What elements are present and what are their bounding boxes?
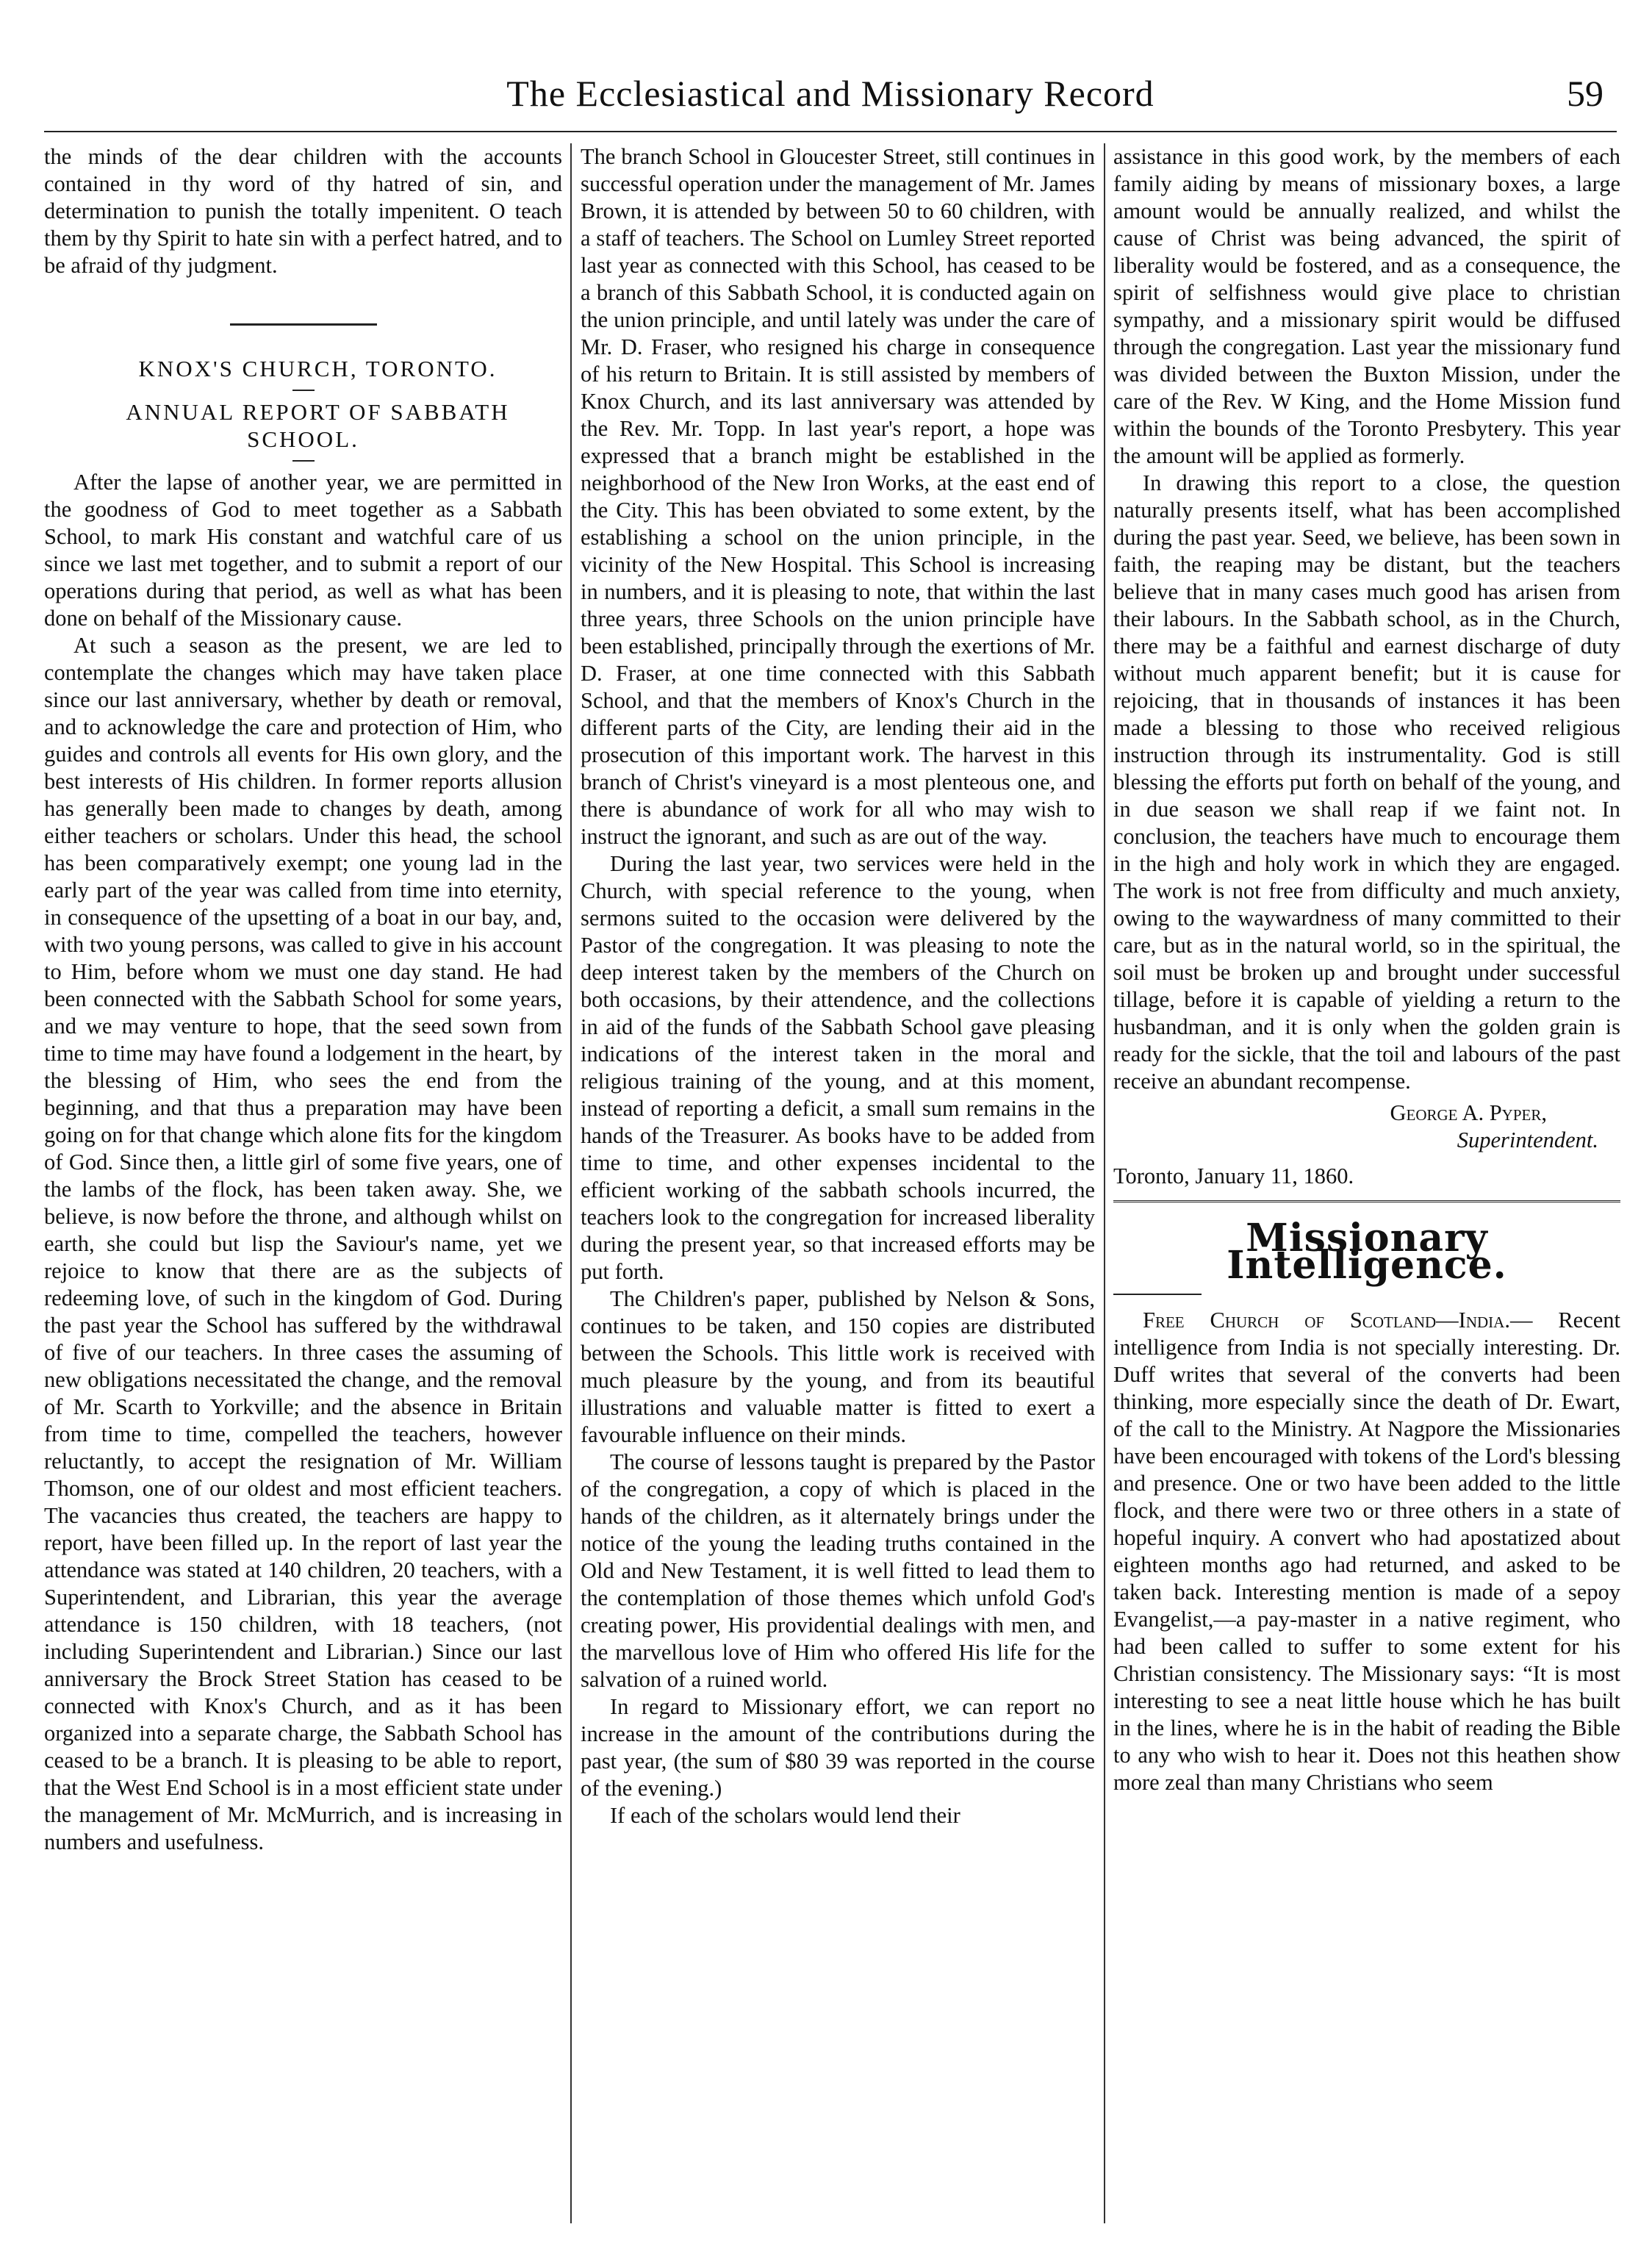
- paragraph: At such a season as the present, we are led to contemplate the changes which may have taken place since our last anniversary, whether by death or removal, and to acknowledge the care and protection of Him, who guides and controls all events for His own glory, and the best interests of His children. In former reports allusion has generally been made to changes by death, among either teachers or scholars. Under this head, the school has been comparatively exempt; one young lad in the early part of the year was called from time into eternity, in consequence of the upsetting of a boat in our bay, and, with two young persons, was called to give in his account to Him, before whom we must one day stand. He had been connected with the Sabbath School for some years, and we may venture to hope, that the seed sown from time to time may have found a lodgement in the heart, by the blessing of Him, who sees the end from the beginning, and that thus a preparation may have been going on for that change which alone fits for the kingdom of God. Since then, a little girl of some five years, one of the lambs of the flock, has been taken away. She, we believe, is now before the throne, and although whilst on earth, she could but lisp the Saviour's name, yet we rejoice to know that there are as the subjects of redeeming love, of such in the kingdom of God. During the past year the School has suffered by the withdrawal of five of our teachers. In three cases the assuming of new obligations necessitated the change, and the removal of Mr. Scarth to Yorkville; and the absence in Britain from time to time, compelled the teachers, however reluctantly, to accept the resignation of Mr. William Thomson, one of our oldest and most efficient teachers. The vacancies thus created, the teachers are happy to report, have been filled up. In the report of last year the attendance was stated at 140 children, 20 teachers, with a Superintendent, and Librarian, this year the average attendance is 150 children, with 18 teachers, (not including Superintendent and Librarian.) Since our last anniversary the Brock Street Station has ceased to be connected with Knox's Church, and as it has been organized into a separate charge, the Sabbath School has ceased to be a branch. It is pleasing to be able to report, that the West End School is in a most efficient state under the management of Mr. McMurrich, and is increasing in numbers and usefulness.: [44, 633, 562, 1854]
- church-heading: KNOX'S CHURCH, TORONTO.: [138, 356, 498, 381]
- running-title: The Ecclesiastical and Missionary Record: [506, 73, 1154, 114]
- paragraph: During the last year, two services were held in the Church, with special reference to the young, when sermons suited to the occasion were delivered by the Pastor of the congregation. It was pleasing to note the deep interest taken by the members of the Church on both occasions, by their attendence, and the collections in aid of the funds of the Sabbath School gave pleasing indications of the interest taken in the moral and religious training of the young, and at this moment, instead of reporting a deficit, a small sum remains in the hands of the Treasurer. As books have to be added from time to time, and other expenses incidental to the efficient working of the sabbath schools incurred, the teachers look to the congregation for increased liberality during the present year, so that increased efforts may be put forth.: [581, 851, 1095, 1284]
- paragraph: The branch School in Gloucester Street, still continues in successful operation under the management of Mr. James Brown, it is attended by between 50 to 60 children, with a staff of teachers. The School on Lumley Street reported last year as connected with this School, has ceased to be a branch of this Sabbath School, it is conducted again on the union principle, and until lately was under the care of Mr. D. Fraser, who resigned his charge in consequence of his return to Britain. It is still assisted by members of Knox Church, and its last anniversary was attended by the Rev. Mr. Topp. In last year's report, a hope was expressed that a branch might be established in the neighborhood of the New Iron Works, at the east end of the City. This has been obviated to some extent, by the establishing a school on the union principle, in the vicinity of the New Hospital. This School is increasing in numbers, and it is pleasing to note, that within the last three years, three Schools on the union principle have been established, principally through the exertions of Mr. D. Fraser, at one time connected with this Sabbath School, and that the members of Knox's Church in the different parts of the City, are lending their aid in the prosecution of this important work. The harvest in this branch of Christ's vineyard is a most plenteous one, and there is abundance of work for all who may wish to instruct the ignorant, and such as are out of the way.: [581, 144, 1095, 849]
- paragraph: In regard to Missionary effort, we can report no increase in the amount of the contributions during the past year, (the sum of $80 39 was reported in the course of the evening.): [581, 1694, 1095, 1801]
- section-heading: Missionary Intelligence.: [1227, 1216, 1507, 1288]
- column-right: [1113, 143, 1620, 1796]
- paragraph-opening: the minds of the dear children with the accounts contained in thy word of thy hatred of sin, and determination to punish the totally impenitent. O teach them by thy Spirit to hate sin with a perfect hatred, and to be afraid of thy judgment.: [44, 144, 562, 278]
- signature-name: George A. Pyper,: [1390, 1100, 1547, 1125]
- column-middle: [581, 143, 1095, 1829]
- signature-title: Superintendent.: [1457, 1127, 1598, 1152]
- paragraph: The course of lessons taught is prepared by the Pastor of the congregation, a copy of which is placed in the hands of the children, as it alternately brings under the notice of the young the leading truths contained in the Old and New Testament, it is well fitted to lead them to the contemplation of those themes which unfold God's creating power, His providential dealings with men, and the marvellous love of Him who offered His life for the salvation of a ruined world.: [581, 1449, 1095, 1692]
- report-heading: ANNUAL REPORT OF SABBATH SCHOOL.: [126, 399, 510, 452]
- paragraph: After the lapse of another year, we are permitted in the goodness of God to meet together as a Sabbath School, to mark His constant and watchful care of us since we last met together, and to submit a report of our operations during that period, as well as what has been done on behalf of the Missionary cause.: [44, 470, 562, 631]
- intelligence-lead: Free Church of Scotland—India.—: [1143, 1308, 1533, 1333]
- section-rule: [1113, 1200, 1620, 1202]
- column-divider-2: [1104, 143, 1105, 2223]
- column-left: [44, 143, 562, 1856]
- heading-dash: [292, 390, 315, 391]
- header-rule: [44, 131, 1617, 132]
- paragraph: In drawing this report to a close, the question naturally presents itself, what has been accomplished during the past year. Seed, we believe, has been sown in faith, the reaping may be distant, but the teachers believe that in many cases much good has arisen from their labours. In the Sabbath school, as in the Church, there may be a faithful and earnest discharge of duty without much apparent benefit; but it is cause for rejoicing, that in thousands of instances it has been made a blessing to those who received religious instruction through its instrumentality. God is still blessing the efforts put forth on behalf of the young, and in due season we shall reap if we faint not. In conclusion, the teachers have much to encourage them in the high and holy work in which they are engaged. The work is not free from difficulty and much anxiety, owing to the waywardness of many committed to their care, but as in the natural world, so in the spiritual, the soil must be broken up and brought under successful tillage, before it is capable of yielding a return to the husbandman, and it is only when the golden grain is ready for the sickle, that the toil and labours of the past receive an abundant recompense.: [1113, 470, 1620, 1094]
- paragraph: If each of the scholars would lend their: [610, 1803, 960, 1828]
- intelligence-body: Recent intelligence from India is not specially interesting. Dr. Duff writes that several of the converts had been thinking, more especially since the death of Dr. Ewart, of the call to the Ministry. At Nagpore the Missionaries have been encouraged with tokens of the Lord's blessing and presence. One or two have been added to the little flock, and there were two or three others in a state of hopeful inquiry. A convert who had apostatized about eighteen months ago had returned, and asked to be taken back. Interesting mention is made of a sepoy Evangelist,—a pay-master in a native regiment, who had been called to suffer to some extent for his Christian consistency. The Missionary says: “It is most interesting to see a neat little house which he has built in the lines, where he is in the habit of reading the Bible to any who wish to hear it. Does not this heathen show more zeal than many Christians who seem: [1113, 1308, 1620, 1795]
- section-rule: [1113, 1294, 1202, 1295]
- page-header: [44, 65, 1617, 131]
- heading-dash: [292, 460, 315, 462]
- report-date: Toronto, January 11, 1860.: [1113, 1163, 1354, 1188]
- page-number: 59: [1567, 73, 1603, 114]
- column-divider-1: [570, 143, 572, 2223]
- paragraph: assistance in this good work, by the members of each family aiding by means of missionary boxes, a large amount would be annually realized, and whilst the cause of Christ was being advanced, the spirit of liberality would be fostered, and as a consequence, the spirit of selfishness would give place to christian sympathy, and a missionary spirit would be diffused through the congregation. Last year the missionary fund was divided between the Buxton Mission, under the care of the Rev. W King, and the Home Mission fund within the bounds of the Toronto Presbytery. This year the amount will be applied as formerly.: [1113, 144, 1620, 468]
- paragraph: The Children's paper, published by Nelson & Sons, continues to be taken, and 150 copies are distributed between the Schools. This little work is received with much pleasure by the young, and from its beautiful illustrations and valuable matter is fitted to exert a favourable influence on their minds.: [581, 1286, 1095, 1447]
